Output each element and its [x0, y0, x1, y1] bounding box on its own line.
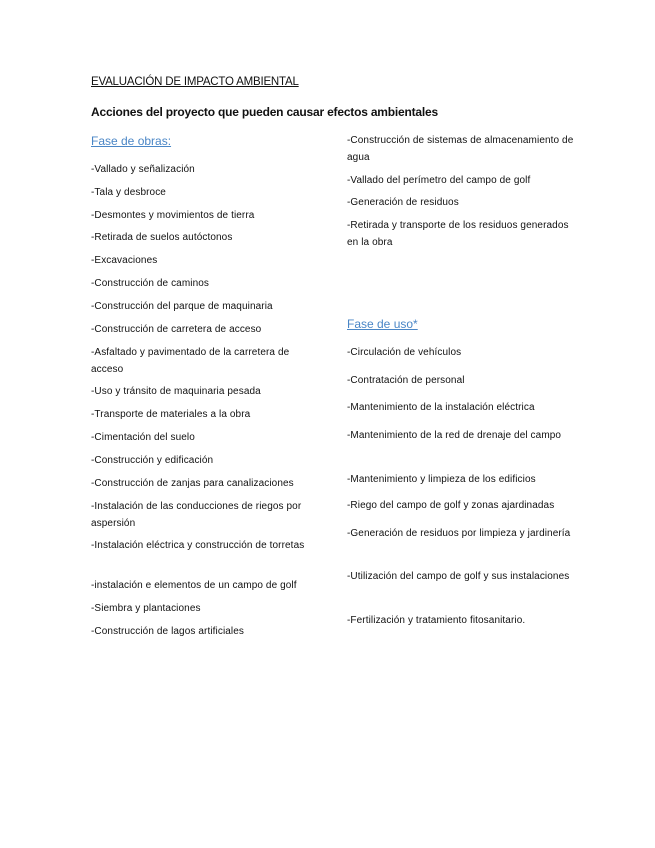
list-item: -Contratación de personal [347, 375, 465, 386]
list-item: -Tala y desbroce [91, 187, 166, 198]
list-item: -Construcción del parque de maquinaria [91, 301, 273, 312]
list-item: -Siembra y plantaciones [91, 603, 201, 614]
document-title: EVALUACIÓN DE IMPACTO AMBIENTAL [91, 76, 299, 88]
document-subtitle: Acciones del proyecto que pueden causar efectos ambientales [91, 105, 438, 119]
list-item: -Excavaciones [91, 255, 158, 266]
list-item: -Retirada y transporte de los residuos generados en la obra [347, 220, 569, 248]
heading-fase-obras: Fase de obras: [91, 134, 172, 148]
list-item: -Construcción de sistemas de almacenamiento de agua [347, 135, 574, 163]
list-item: -Cimentación del suelo [91, 432, 195, 443]
list-item: -Construcción de lagos artificiales [91, 626, 245, 637]
list-item: -Vallado y señalización [91, 164, 195, 175]
list-item: -Uso y tránsito de maquinaria pesada [91, 386, 261, 397]
list-item: -Desmontes y movimientos de tierra [91, 210, 255, 221]
list-item: -Transporte de materiales a la obra [91, 409, 251, 420]
list-item: -Construcción y edificación [91, 455, 214, 466]
list-item: -Asfaltado y pavimentado de la carretera de acceso [91, 347, 290, 375]
list-item: -Mantenimiento de la red de drenaje del campo [347, 430, 562, 441]
list-item: -Instalación de las conducciones de riegos por aspersión [91, 501, 302, 529]
list-item: -Construcción de carretera de acceso [91, 324, 262, 335]
list-item: -Generación de residuos [347, 197, 459, 208]
list-item: -Riego del campo de golf y zonas ajardinadas [347, 500, 555, 511]
list-item: -Mantenimiento de la instalación eléctrica [347, 402, 535, 413]
list-item: -Vallado del perímetro del campo de golf [347, 175, 531, 186]
list-item: -instalación e elementos de un campo de golf [91, 580, 297, 591]
list-item: -Generación de residuos por limpieza y jardinería [347, 528, 571, 539]
list-item: -Retirada de suelos autóctonos [91, 232, 233, 243]
heading-fase-uso: Fase de uso* [347, 317, 418, 331]
list-item: -Mantenimiento y limpieza de los edificios [347, 474, 536, 485]
list-item: -Construcción de caminos [91, 278, 210, 289]
list-item: -Instalación eléctrica y construcción de torretas [91, 540, 305, 551]
list-item: -Fertilización y tratamiento fitosanitario. [347, 615, 526, 626]
list-item: -Utilización del campo de golf y sus instalaciones [347, 571, 570, 582]
list-item: -Circulación de vehículos [347, 347, 462, 358]
list-item: -Construcción de zanjas para canalizaciones [91, 478, 294, 489]
